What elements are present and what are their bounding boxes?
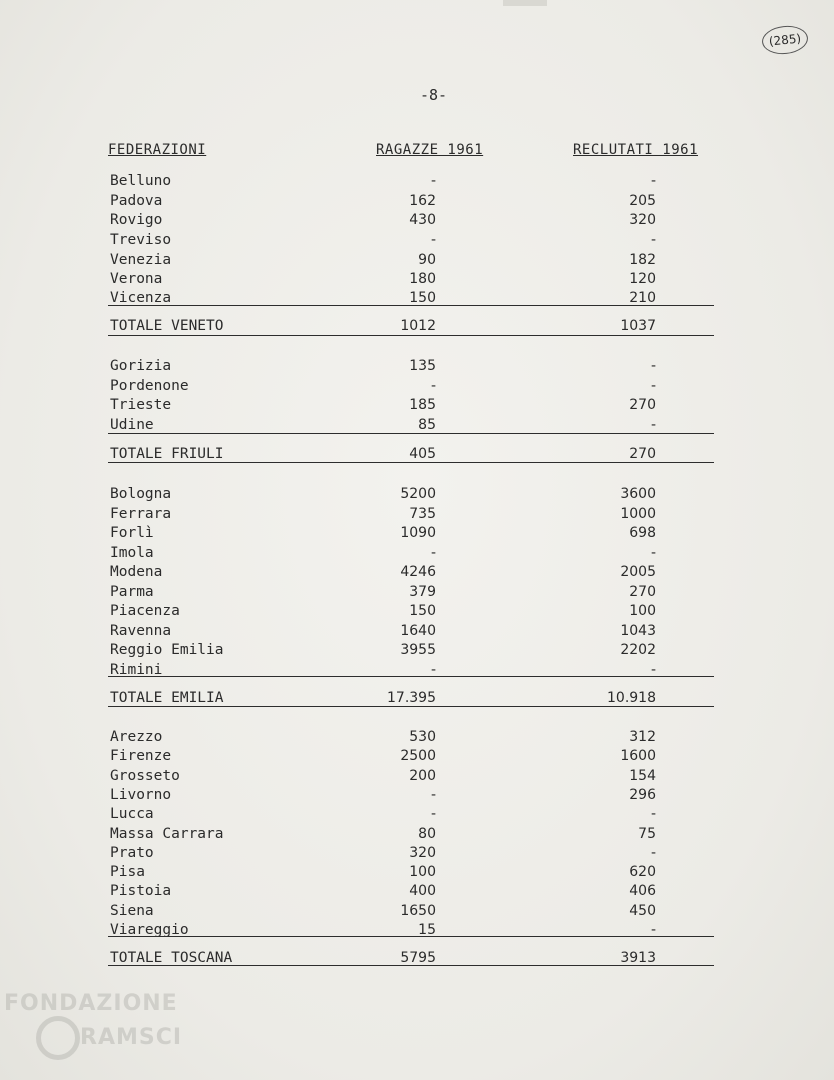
table-row bbox=[0, 290, 834, 309]
ragazze-value: 400 bbox=[409, 883, 436, 899]
reclutati-value: 312 bbox=[629, 729, 656, 745]
reclutati-value: 205 bbox=[629, 193, 656, 209]
table-row bbox=[0, 603, 834, 622]
ragazze-value: 90 bbox=[418, 252, 436, 268]
ragazze-value: 185 bbox=[409, 397, 436, 413]
watermark-line1: FONDAZIONE bbox=[4, 991, 178, 1016]
reclutati-value: 3600 bbox=[620, 486, 656, 502]
watermark-g-logo-icon bbox=[36, 1016, 80, 1060]
federazione-name: Treviso bbox=[110, 232, 172, 248]
ragazze-value: 150 bbox=[409, 603, 436, 619]
federazione-name: Livorno bbox=[110, 787, 172, 803]
reclutati-value: - bbox=[650, 232, 656, 248]
federazione-name: Udine bbox=[110, 417, 154, 433]
ragazze-value: - bbox=[430, 378, 436, 394]
section-rule bbox=[108, 676, 714, 677]
reclutati-value: - bbox=[650, 806, 656, 822]
ragazze-value: 180 bbox=[409, 271, 436, 287]
table-row bbox=[0, 806, 834, 825]
column-header-reclutati: RECLUTATI 1961 bbox=[573, 142, 699, 158]
table-row bbox=[0, 545, 834, 564]
federazione-name: Vicenza bbox=[110, 290, 172, 306]
table-row bbox=[0, 845, 834, 864]
ragazze-value: 135 bbox=[409, 358, 436, 374]
total-row bbox=[0, 950, 834, 969]
table-row bbox=[0, 864, 834, 883]
watermark-line2: RAMSCI bbox=[80, 1025, 183, 1050]
reclutati-value: 270 bbox=[629, 584, 656, 600]
table-row bbox=[0, 486, 834, 505]
federazione-name: Pistoia bbox=[110, 883, 172, 899]
reclutati-value: 1043 bbox=[620, 623, 656, 639]
ragazze-value: 17.395 bbox=[387, 690, 436, 706]
federazione-name: Prato bbox=[110, 845, 154, 861]
federazione-name: Arezzo bbox=[110, 729, 163, 745]
ragazze-value: 15 bbox=[418, 922, 436, 938]
reclutati-value: - bbox=[650, 358, 656, 374]
federazione-name: Belluno bbox=[110, 173, 172, 189]
ragazze-value: - bbox=[430, 806, 436, 822]
column-header-federazioni: FEDERAZIONI bbox=[108, 142, 207, 158]
federazione-name: Verona bbox=[110, 271, 163, 287]
reclutati-value: 3913 bbox=[620, 950, 656, 966]
ragazze-value: - bbox=[430, 232, 436, 248]
reclutati-value: 120 bbox=[629, 271, 656, 287]
federazione-name: Siena bbox=[110, 903, 154, 919]
table-row bbox=[0, 506, 834, 525]
section-rule bbox=[108, 305, 714, 306]
total-rule bbox=[108, 462, 714, 463]
table-row bbox=[0, 623, 834, 642]
table-row bbox=[0, 193, 834, 212]
federazione-name: Venezia bbox=[110, 252, 172, 268]
table-row bbox=[0, 525, 834, 544]
ragazze-value: 3955 bbox=[400, 642, 436, 658]
ragazze-value: 100 bbox=[409, 864, 436, 880]
column-header-ragazze: RAGAZZE 1961 bbox=[376, 142, 484, 158]
ragazze-value: 530 bbox=[409, 729, 436, 745]
reclutati-value: - bbox=[650, 545, 656, 561]
ragazze-value: 80 bbox=[418, 826, 436, 842]
ragazze-value: 5795 bbox=[400, 950, 436, 966]
fondazione-gramsci-watermark bbox=[4, 992, 182, 1060]
federazione-name: TOTALE TOSCANA bbox=[110, 950, 233, 966]
federazione-name: TOTALE FRIULI bbox=[110, 446, 224, 462]
ragazze-value: 4246 bbox=[400, 564, 436, 580]
ragazze-value: 1650 bbox=[400, 903, 436, 919]
federazione-name: Firenze bbox=[110, 748, 172, 764]
reclutati-value: 320 bbox=[629, 212, 656, 228]
table-row bbox=[0, 252, 834, 271]
federazione-name: Bologna bbox=[110, 486, 172, 502]
table-row bbox=[0, 378, 834, 397]
ragazze-value: 405 bbox=[409, 446, 436, 462]
reclutati-value: 1000 bbox=[620, 506, 656, 522]
ragazze-value: 162 bbox=[409, 193, 436, 209]
table-row bbox=[0, 173, 834, 192]
table-row bbox=[0, 358, 834, 377]
table-row bbox=[0, 903, 834, 922]
ragazze-value: 1640 bbox=[400, 623, 436, 639]
ragazze-value: - bbox=[430, 662, 436, 678]
ragazze-value: 5200 bbox=[400, 486, 436, 502]
table-row bbox=[0, 271, 834, 290]
reclutati-value: - bbox=[650, 173, 656, 189]
reclutati-value: 270 bbox=[629, 446, 656, 462]
reclutati-value: 406 bbox=[629, 883, 656, 899]
table-row bbox=[0, 564, 834, 583]
ragazze-value: 150 bbox=[409, 290, 436, 306]
federazione-name: Padova bbox=[110, 193, 163, 209]
ragazze-value: 379 bbox=[409, 584, 436, 600]
federazione-name: Parma bbox=[110, 584, 154, 600]
table-row bbox=[0, 729, 834, 748]
page-number: -8- bbox=[420, 86, 448, 104]
reclutati-value: - bbox=[650, 662, 656, 678]
ragazze-value: 430 bbox=[409, 212, 436, 228]
table-row bbox=[0, 232, 834, 251]
table-row bbox=[0, 642, 834, 661]
total-rule bbox=[108, 706, 714, 707]
federazione-name: Lucca bbox=[110, 806, 154, 822]
reclutati-value: 296 bbox=[629, 787, 656, 803]
reclutati-value: 182 bbox=[629, 252, 656, 268]
table-row bbox=[0, 826, 834, 845]
ragazze-value: 200 bbox=[409, 768, 436, 784]
table-row bbox=[0, 212, 834, 231]
federazione-name: Ferrara bbox=[110, 506, 172, 522]
table-row bbox=[0, 662, 834, 681]
federazione-name: Viareggio bbox=[110, 922, 189, 938]
reclutati-value: 698 bbox=[629, 525, 656, 541]
total-rule bbox=[108, 335, 714, 336]
ragazze-value: 2500 bbox=[400, 748, 436, 764]
federazione-name: Ravenna bbox=[110, 623, 172, 639]
table-row bbox=[0, 787, 834, 806]
federazione-name: Trieste bbox=[110, 397, 172, 413]
federazione-name: Grosseto bbox=[110, 768, 180, 784]
federazione-name: TOTALE EMILIA bbox=[110, 690, 224, 706]
federazione-name: Modena bbox=[110, 564, 163, 580]
table-row bbox=[0, 584, 834, 603]
federazione-name: Pisa bbox=[110, 864, 145, 880]
tape-strip bbox=[503, 0, 547, 6]
reclutati-value: - bbox=[650, 417, 656, 433]
reclutati-value: 1600 bbox=[620, 748, 656, 764]
reclutati-value: 10.918 bbox=[607, 690, 656, 706]
reclutati-value: 450 bbox=[629, 903, 656, 919]
federazione-name: Piacenza bbox=[110, 603, 180, 619]
ragazze-value: 1012 bbox=[400, 318, 436, 334]
federazione-name: Rimini bbox=[110, 662, 163, 678]
federazione-name: Pordenone bbox=[110, 378, 189, 394]
ragazze-value: - bbox=[430, 787, 436, 803]
table-row bbox=[0, 922, 834, 941]
federazione-name: TOTALE VENETO bbox=[110, 318, 224, 334]
ragazze-value: - bbox=[430, 173, 436, 189]
reclutati-value: - bbox=[650, 845, 656, 861]
total-rule bbox=[108, 965, 714, 966]
reclutati-value: 210 bbox=[629, 290, 656, 306]
table-row bbox=[0, 397, 834, 416]
federazione-name: Reggio Emilia bbox=[110, 642, 224, 658]
federazione-name: Rovigo bbox=[110, 212, 163, 228]
reclutati-value: 100 bbox=[629, 603, 656, 619]
ragazze-value: 735 bbox=[409, 506, 436, 522]
federazione-name: Massa Carrara bbox=[110, 826, 224, 842]
federazione-name: Gorizia bbox=[110, 358, 172, 374]
reclutati-value: 154 bbox=[629, 768, 656, 784]
federazione-name: Imola bbox=[110, 545, 154, 561]
reclutati-value: 2005 bbox=[620, 564, 656, 580]
table-row bbox=[0, 768, 834, 787]
archive-stamp: (285) bbox=[761, 24, 810, 57]
ragazze-value: 320 bbox=[409, 845, 436, 861]
section-rule bbox=[108, 433, 714, 434]
table-row bbox=[0, 883, 834, 902]
table-row bbox=[0, 748, 834, 767]
reclutati-value: - bbox=[650, 378, 656, 394]
reclutati-value: 2202 bbox=[620, 642, 656, 658]
reclutati-value: 1037 bbox=[620, 318, 656, 334]
reclutati-value: 620 bbox=[629, 864, 656, 880]
ragazze-value: - bbox=[430, 545, 436, 561]
federazione-name: Forlì bbox=[110, 525, 154, 541]
ragazze-value: 1090 bbox=[400, 525, 436, 541]
reclutati-value: 270 bbox=[629, 397, 656, 413]
ragazze-value: 85 bbox=[418, 417, 436, 433]
reclutati-value: 75 bbox=[638, 826, 656, 842]
reclutati-value: - bbox=[650, 922, 656, 938]
section-rule bbox=[108, 936, 714, 937]
